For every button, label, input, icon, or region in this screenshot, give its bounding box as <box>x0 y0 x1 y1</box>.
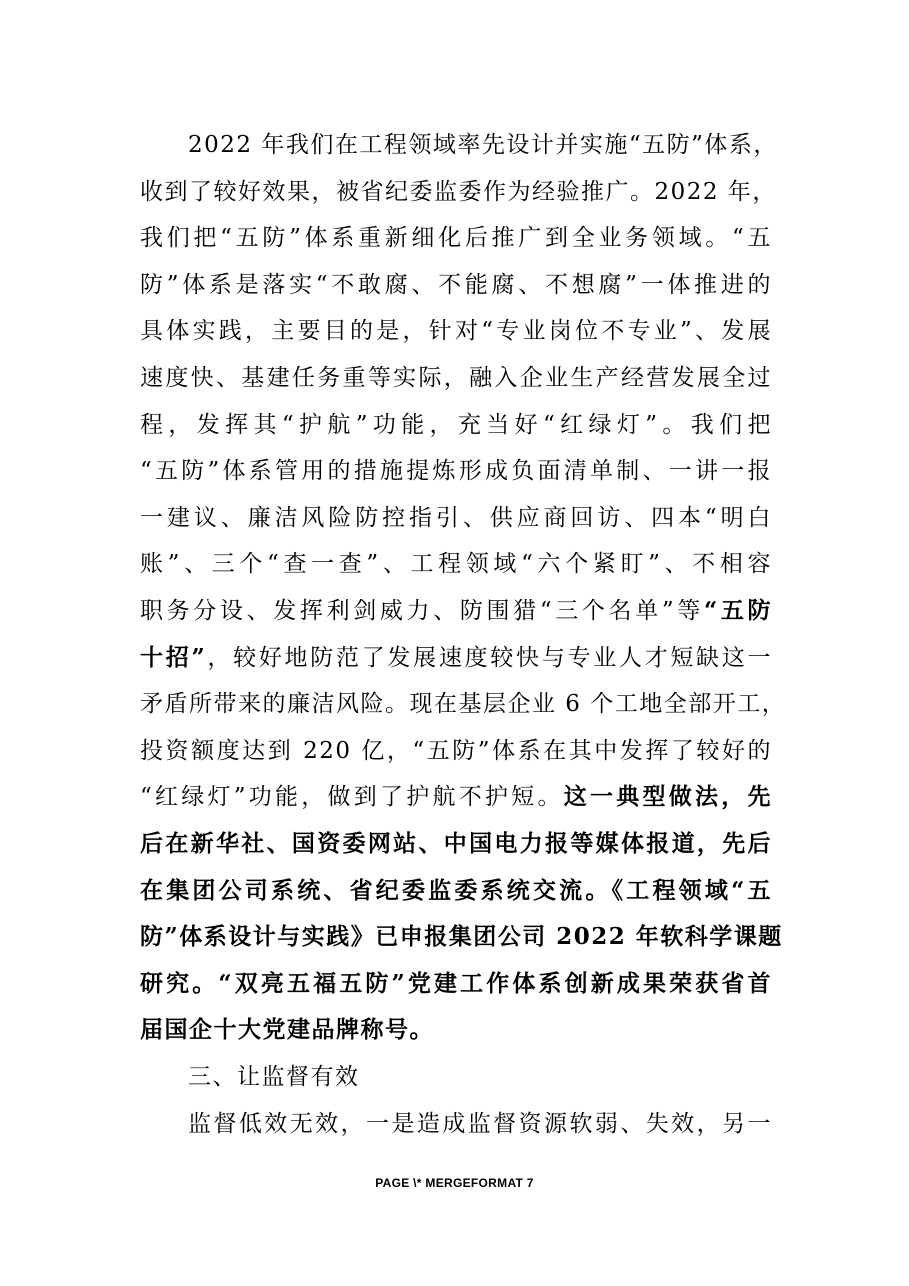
text-line <box>140 315 772 347</box>
bold-text-run: 防”体系设计与实践》已申报集团公司 2022 年软科学课题 <box>140 923 783 951</box>
text-line <box>140 828 772 860</box>
text-run: 速度快、基建任务重等实际，融入企业生产经营发展全过 <box>140 365 772 391</box>
bold-text-run: “五防 <box>703 597 772 624</box>
text-line <box>140 409 772 441</box>
text-run: 职务分设、发挥利剑威力、防围猎“三个名单”等 <box>140 598 704 624</box>
text-line <box>140 222 772 254</box>
section-heading: 三、让监督有效 <box>188 1064 360 1090</box>
text-run: ，较好地防范了发展速度较快与专业人才短缺这一 <box>206 644 772 671</box>
page-footer: PAGE \* MERGEFORMAT 7 <box>375 1176 534 1190</box>
text-line <box>140 781 772 813</box>
text-line <box>140 875 772 907</box>
bold-text-run: 届国企十大党建品牌称号。 <box>140 1016 434 1044</box>
text-line <box>140 502 772 534</box>
text-line <box>140 735 772 767</box>
text-line <box>140 688 787 720</box>
text-line <box>140 1014 772 1046</box>
text-line <box>188 1108 772 1140</box>
text-run: “红绿灯”功能，做到了护航不护短。 <box>140 784 564 811</box>
text-run: 收到了较好效果，被省纪委监委作为经验推广。2022 年， <box>140 178 777 205</box>
bold-text-run: 研究。“双亮五福五防”党建工作体系创新成果荣获省首 <box>140 969 772 997</box>
text-run: 矛盾所带来的廉洁风险。现在基层企业 6 个工地全部开工， <box>140 691 787 718</box>
text-line <box>140 921 783 953</box>
bold-text-run: 十招” <box>140 643 207 671</box>
text-line <box>140 455 772 487</box>
text-run: 我们把“五防”体系重新细化后推广到全业务领域。“五 <box>140 225 772 252</box>
text-run: “五防”体系管用的措施提炼形成负面清单制、一讲一报 <box>140 458 772 485</box>
text-line <box>140 548 772 580</box>
text-line <box>140 269 772 301</box>
bold-text-run: 在集团公司系统、省纪委监委系统交流。《工程领域“五 <box>140 876 772 904</box>
text-run: 程，发挥其“护航”功能，充当好“红绿灯”。我们把 <box>140 411 772 438</box>
bold-text-run: 后在新华社、国资委网站、中国电力报等媒体报道，先后 <box>140 830 772 857</box>
text-run: 防”体系是落实“不敢腐、不能腐、不想腐”一体推进的 <box>140 271 772 298</box>
text-line <box>140 362 772 394</box>
text-line <box>140 968 772 1000</box>
text-run: 一建议、廉洁风险防控指引、供应商回访、四本“明白 <box>140 504 772 531</box>
text-run: 账”、三个“查一查”、工程领域“六个紧盯”、不相容 <box>140 551 772 578</box>
text-line <box>140 642 772 674</box>
text-run: 投资额度达到 220 亿，“五防”体系在其中发挥了较好的 <box>140 737 772 764</box>
text-line <box>188 129 778 161</box>
text-run: 监督低效无效，一是造成监督资源软弱、失效，另一 <box>188 1110 772 1137</box>
text-line <box>140 176 777 208</box>
text-line <box>140 595 772 627</box>
text-run: 具体实践，主要目的是，针对“专业岗位不专业”、发展 <box>140 318 772 345</box>
bold-text-run: 这一典型做法，先 <box>563 783 772 811</box>
text-run: 2022 年我们在工程领域率先设计并实施“五防”体系， <box>188 132 778 158</box>
